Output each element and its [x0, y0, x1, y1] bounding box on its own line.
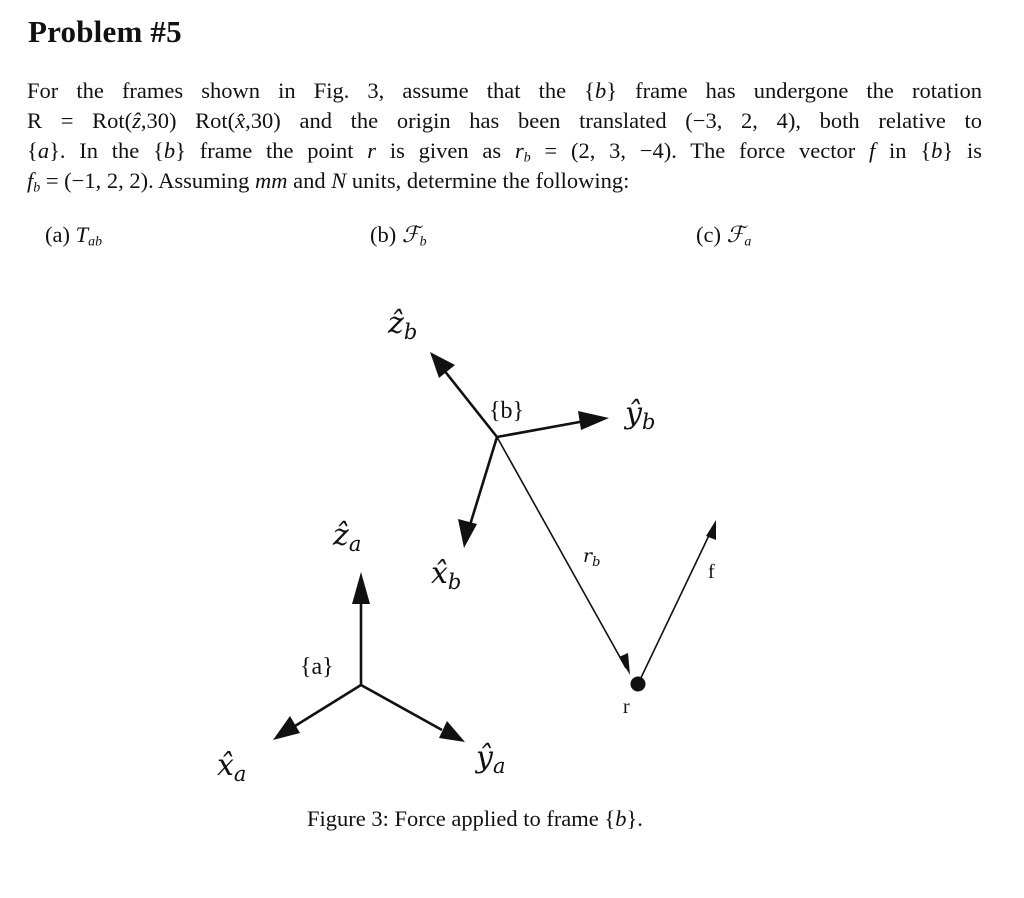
y-a-label: $ŷ_a$: [476, 740, 506, 778]
r-b-vector: [497, 437, 626, 668]
r-b-label: $r_b$: [583, 545, 601, 570]
part-a: (a) $T_{ab}$: [45, 222, 103, 250]
statement-line-2: R = Rot(ẑ,30) Rot(x̂,30) and the origin has been translated (−3, 2, 4), both relative to: [27, 108, 982, 133]
x-a-axis-arrow: [295, 685, 361, 726]
y-a-arrowhead: [439, 721, 465, 742]
force-vector: [638, 527, 713, 684]
statement-line-1: For the frames shown in Fig. 3, assume that the {b} frame has undergone the rotation: [27, 78, 982, 103]
x-a-arrowhead: [273, 716, 300, 740]
x-b-axis-arrow: [470, 437, 497, 525]
z-b-label: ẑ$_b$: [388, 306, 418, 344]
y-b-arrowhead: [578, 411, 609, 430]
y-a-axis-arrow: [361, 685, 442, 730]
figure-caption: Figure 3: Force applied to frame {b}.: [307, 806, 643, 831]
force-label: f: [708, 561, 715, 583]
frame-b-label: {b}: [489, 398, 525, 424]
part-b: (b) ℱ$_b$: [370, 222, 427, 250]
y-b-label: $ŷ_b$: [625, 396, 656, 434]
problem-title: Problem #5: [28, 14, 182, 49]
z-a-label: ẑ$_a$: [333, 518, 362, 556]
statement-line-4: $f_b = (-1$, 2, 2). Assuming mm and N units, determine the following:: [27, 168, 630, 196]
frame-a-label: {a}: [300, 654, 334, 680]
x-b-label: $x̂_b$: [431, 556, 462, 594]
x-b-arrowhead: [458, 519, 477, 548]
statement-line-3: {a}. In the {b} frame the point r is given as $r_b = (2$, 3, −4). The force vector f in {b} is: [27, 138, 982, 166]
r-b-arrowhead: [619, 653, 630, 675]
point-r-label: r: [623, 696, 630, 718]
z-b-arrowhead: [430, 352, 455, 378]
z-a-arrowhead: [352, 572, 370, 604]
part-c: (c) ℱ$_a$: [696, 222, 752, 250]
x-a-label: $x̂_a$: [217, 748, 247, 786]
